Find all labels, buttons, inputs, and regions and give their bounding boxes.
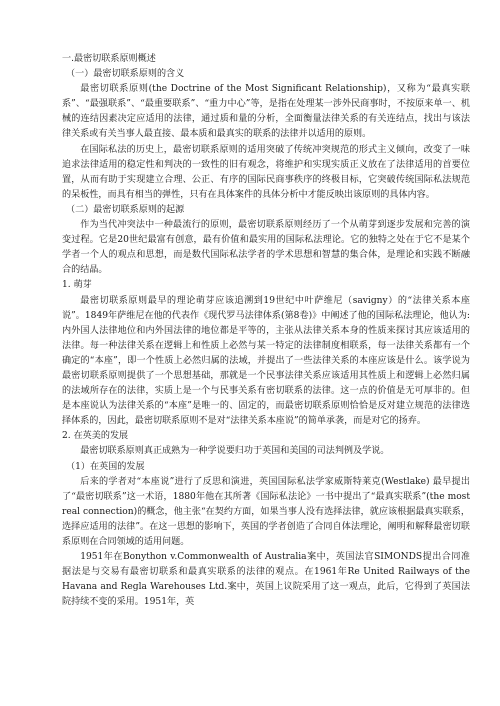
numbered-heading-development: 2. 在英美的发展: [62, 431, 129, 442]
paragraph-uk-us-intro: 最密切联系原则真正成熟为一种学说要归功于英国和美国的司法判例及学说。: [80, 446, 390, 457]
subsection-heading-meaning: （一）最密切联系原则的含义: [66, 69, 185, 80]
paragraph-history: 在国际私法的历史上，最密切联系原则的适用突破了传统冲突规范的形式主义倾向，改变了一味追求法律适用的稳定性和判决的一致性的旧有观念，将维护和实现实质正义放在了法律适用的首要位置，从而有助于实现建立合理、公正、有序的国际民商事秩序的终极目标，它突破传统国际私法规范的呆板性，而具有相当的弹性，只有在具体案件的具体分析中才能反映出该原则的具体内容。: [62, 144, 470, 200]
paragraph-case-law: 1951年在Bonython v.Commonwealth of Australia案中，英国法官SIMONDS提出合同准据法是与交易有最密切联系和最真实联系的法律的观点。在1961年Re United Railways of the Havana and Regla Warehouses Ltd.案中，英国上议院采用了这一观点，此后，它得到了英国法院持续不变的采用。1951年，英: [62, 552, 470, 608]
paragraph-definition: 最密切联系原则(the Doctrine of the Most Significant Relationship)，又称为“最真实联系”、“最强联系”、“最重要联系”、“重力中心”等，是指在处理某一涉外民商事时，不按原来单一、机械的连结因素决定应适用的法律，通过质和量的分析，全面衡量法律关系的有关连结点，找出与该法律关系或有关当事人最直接、最本质和最真实的联系的法律并以适用的原则。: [62, 84, 470, 140]
numbered-heading-sprout: 1. 萌芽: [62, 280, 92, 291]
subsection-heading-origin: （二）最密切联系原则的起源: [66, 204, 185, 215]
paragraph-westlake: 后来的学者对“本座说”进行了反思和演进，英国国际私法学家威斯特莱克(Westlake) 最早提出了“最密切联系”这一术语，1880年他在其所著《国际私法论》一书中提出了“最真实联系”(the most real connection)的概念，他主张“在契约方面，如果当事人没有选择法律，就应该根据最真实联系，选择应适用的法律”。在这一思想的影响下，英国的学者创造了合同自体法理论，阐明和解释最密切联系原则在合同领域的适用问题。: [62, 476, 470, 547]
paragraph-origin: 作为当代冲突法中一种最流行的原则，最密切联系原则经历了一个从萌芽到逐步发展和完善的演变过程。它是20世纪最富有创意，最有价值和最实用的国际私法理论。它的独特之处在于它不是某个学者一个人的观点和思想，而是数代国际私法学者的学术思想和智慧的集合体，是理论和实践不断融合的结晶。: [62, 220, 470, 276]
paragraph-savigny: 最密切联系原则最早的理论萌芽应该追溯到19世纪中叶萨维尼（savigny）的“法律关系本座说”。1849年萨维尼在他的代表作《现代罗马法律体系(第8卷)》中阐述了他的国际私法理论，他认为:内外国人法律地位和内外国法律的地位都是平等的，主张从法律关系本身的性质来探讨其应该适用的法律。每一种法律关系在逻辑上和性质上必然与某一特定的法律制度相联系，每一法律关系都有一个确定的“本座”，即一个性质上必然归属的法域，并提出了一些法律关系的本座应该是什么。该学说为最密切联系原则提供了一个思想基础，那就是一个民事法律关系应该适用其性质上和逻辑上必然归属的法域所存在的法律，实质上是一个与民事关系有密切联系的法律。这一点的价值是无可厚非的。但是本座说认为法律关系的“本座”是唯一的、固定的，而最密切联系原则恰恰是反对建立规范的法律选择体系的，因此，最密切联系原则不是对“法律关系本座说”的简单承袭，而是对它的扬弃。: [62, 295, 470, 427]
subsection-heading-england: （1）在英国的发展: [66, 461, 145, 472]
section-heading-overview: 一.最密切联系原则概述: [62, 54, 156, 64]
